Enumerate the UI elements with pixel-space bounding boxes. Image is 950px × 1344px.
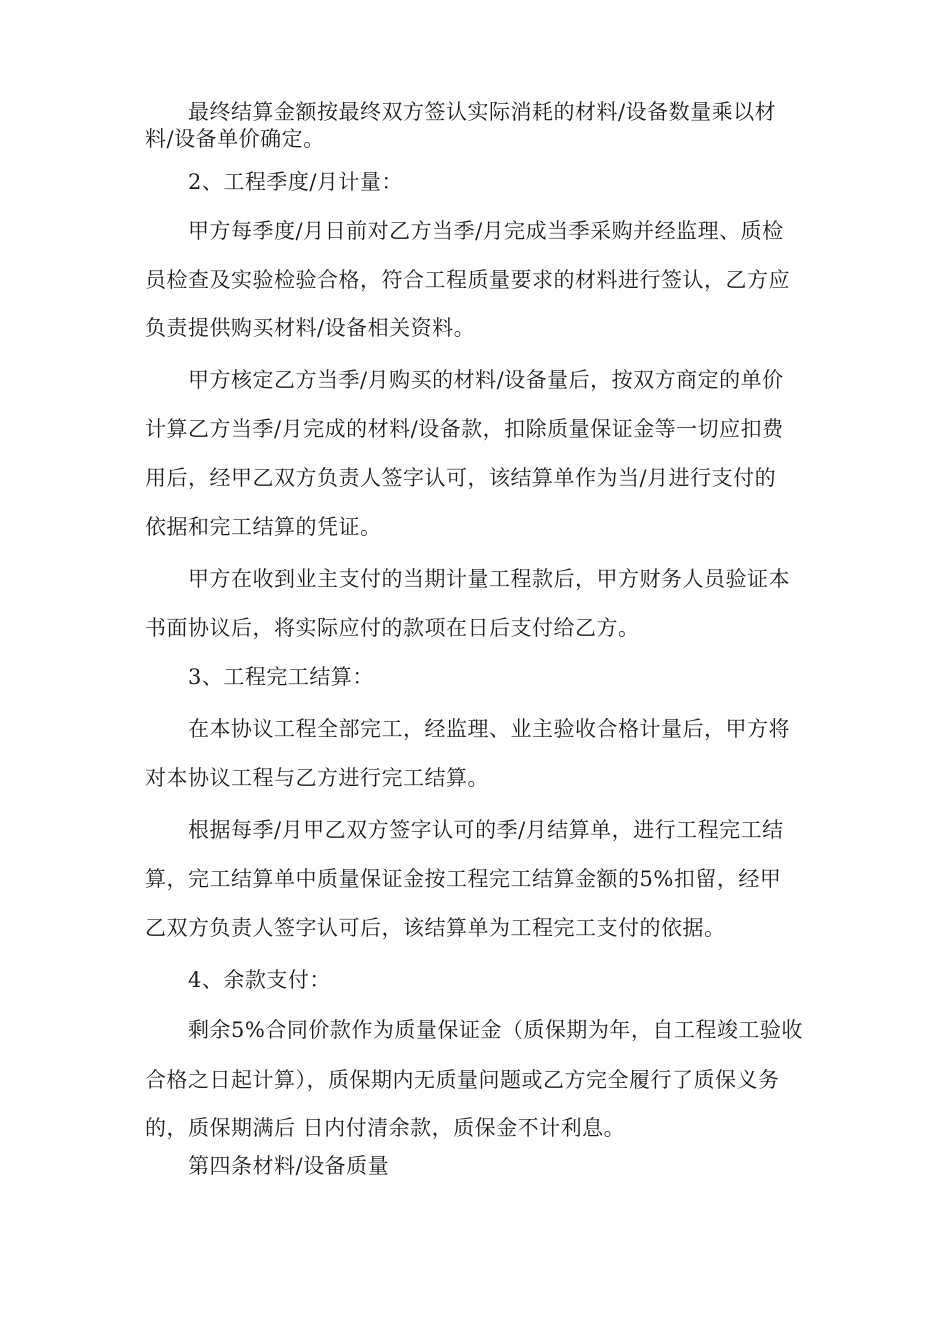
paragraph-line: 在本协议工程全部完工，经监理、业主验收合格计量后，甲方将 [188, 717, 790, 741]
paragraph-line: 料/设备单价确定。 [145, 127, 325, 151]
paragraph-line: 负责提供购买材料/设备相关资料。 [145, 316, 476, 340]
paragraph-line: 书面协议后，将实际应付的款项在日后支付给乙方。 [145, 616, 640, 640]
paragraph-line: 用后，经甲乙双方负责人签字认可，该结算单作为当/月进行支付的 [145, 466, 777, 490]
paragraph-line: 甲方核定乙方当季/月购买的材料/设备量后，按双方商定的单价 [188, 368, 784, 392]
paragraph-line: 员检查及实验检验合格，符合工程质量要求的材料进行签认，乙方应 [145, 268, 790, 292]
paragraph-line: 剩余5%合同价款作为质量保证金（质保期为年，自工程竣工验收 [188, 1018, 803, 1042]
paragraph-line: 合格之日起计算），质保期内无质量问题或乙方完全履行了质保义务 [145, 1068, 780, 1092]
paragraph-line: 甲方每季度/月日前对乙方当季/月完成当季采购并经监理、质检 [188, 219, 784, 243]
paragraph-line: 算，完工结算单中质量保证金按工程完工结算金额的5%扣留，经甲 [145, 867, 782, 891]
paragraph-line: 对本协议工程与乙方进行完工结算。 [145, 766, 489, 790]
paragraph-line: 计算乙方当季/月完成的材料/设备款，扣除质量保证金等一切应扣费 [145, 417, 784, 441]
paragraph-line: 甲方在收到业主支付的当期计量工程款后，甲方财务人员验证本 [188, 567, 790, 591]
article-heading: 第四条材料/设备质量 [188, 1154, 390, 1178]
paragraph-line: 最终结算金额按最终双方签认实际消耗的材料/设备数量乘以材 [188, 100, 777, 124]
section-heading: 3、工程完工结算： [188, 665, 374, 689]
section-heading: 4、余款支付： [188, 968, 331, 992]
paragraph-line: 的，质保期满后 日内付清余款，质保金不计利息。 [145, 1116, 626, 1140]
paragraph-line: 乙双方负责人签字认可后，该结算单为工程完工支付的依据。 [145, 916, 726, 940]
paragraph-line: 根据每季/月甲乙双方签字认可的季/月结算单，进行工程完工结 [188, 818, 784, 842]
section-heading: 2、工程季度/月计量： [188, 170, 403, 194]
paragraph-line: 依据和完工结算的凭证。 [145, 515, 382, 539]
